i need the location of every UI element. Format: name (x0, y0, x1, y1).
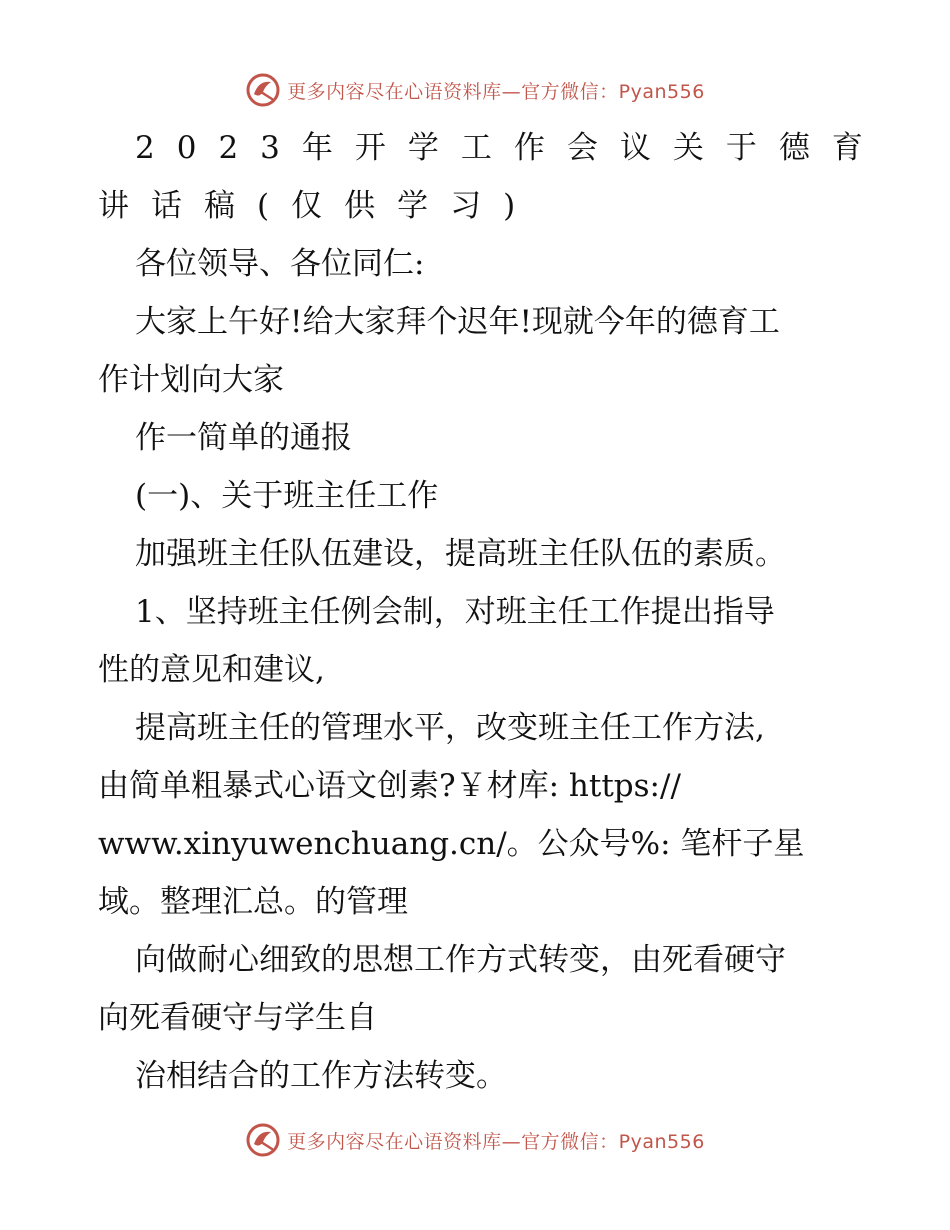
paragraph-line: 治相结合的工作方法转变。 (135, 1058, 507, 1094)
paragraph-line: 由简单粗暴式心语文创素?￥材库: https:// (98, 768, 681, 804)
paragraph-line: 作计划向大家 (98, 362, 284, 398)
logo-icon (245, 1122, 281, 1158)
document-title-line-2: 讲话稿(仅供学习) (98, 188, 538, 224)
paragraph-line: 作一简单的通报 (135, 420, 352, 456)
paragraph-line: 1、坚持班主任例会制，对班主任工作提出指导 (135, 594, 775, 630)
paragraph-line: 向死看硬守与学生自 (98, 1000, 377, 1036)
paragraph-line: 提高班主任的管理水平，改变班主任工作方法, (135, 710, 765, 746)
footer-banner (0, 1118, 950, 1162)
paragraph-line: 性的意见和建议, (98, 652, 325, 688)
paragraph-line: 大家上午好!给大家拜个迟年!现就今年的德育工 (135, 304, 780, 340)
paragraph-line: 加强班主任队伍建设，提高班主任队伍的素质。 (135, 536, 786, 572)
paragraph-line: 各位领导、各位同仁: (135, 246, 425, 282)
paragraph-line: 域。整理汇总。的管理 (98, 884, 408, 920)
document-title-line-1: 2023年开学工作会议关于德育 (135, 130, 885, 166)
banner-text: 更多内容尽在心语资料库—官方微信：Pyan556 (287, 80, 705, 103)
section-heading: (一)、关于班主任工作 (135, 478, 439, 514)
paragraph-line: 向做耐心细致的思想工作方式转变，由死看硬守 (135, 942, 786, 978)
paragraph-line: www.xinyuwenchuang.cn/。公众号%: 笔杆子星 (98, 826, 805, 862)
banner-text: 更多内容尽在心语资料库—官方微信：Pyan556 (287, 1130, 705, 1153)
